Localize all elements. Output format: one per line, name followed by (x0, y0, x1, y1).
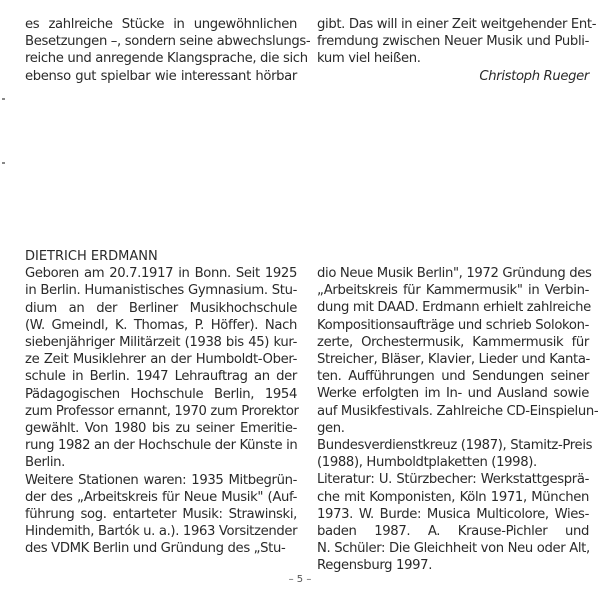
text-line: gen. (317, 420, 345, 436)
text-line: Bundesverdienstkreuz (1987), Stamitz-Preis (317, 438, 593, 454)
text-line: baden 1987. A. Krause-Pichler und (317, 524, 589, 540)
text-line: fremdung zwischen Neuer Musik und Publi- (317, 34, 589, 50)
biography-heading: DIETRICH ERDMANN (25, 249, 158, 264)
text-line: zum Professor ernannt, 1970 zum Prorektor (25, 403, 299, 419)
text-column-top-right (317, 16, 597, 85)
text-line: Regensburg 1997. (317, 558, 433, 574)
text-column-top-left (25, 16, 311, 85)
text-line: Pädagogischen Hochschule Berlin, 1954 (25, 386, 297, 402)
text-line: „Arbeitskreis für Kammermusik" in Verbin- (317, 283, 589, 299)
text-line: Literatur: U. Stürzbecher: Werkstattgesprä- (317, 472, 589, 488)
text-line: kum viel heißen. (317, 51, 421, 67)
author-signature: Christoph Rueger (479, 68, 589, 84)
text-line: 1973. W. Burde: Musica Multicolore, Wies- (317, 506, 589, 522)
text-line: ten. Aufführungen und Sendungen seiner (317, 369, 589, 385)
text-line: in Berlin. Humanistisches Gymnasium. Stu- (25, 283, 297, 299)
text-line: führung sog. entarteter Musik: Strawinski, (25, 507, 297, 523)
text-line: Hindemith, Bartók u. a.). 1963 Vorsitzender (25, 524, 298, 540)
text-line: Werke erfolgten im In- und Ausland sowie (317, 386, 589, 402)
page-number: – 5 – (288, 574, 312, 585)
text-line: N. Schüler: Die Gleichheit von Neu oder Alt, (317, 541, 590, 557)
text-line: es zahlreiche Stücke in ungewöhnlichen (25, 17, 297, 32)
text-line: schule in Berlin. 1947 Lehrauftrag an der (25, 369, 297, 385)
text-line: (1988), Humboldtplaketten (1998). (317, 455, 537, 471)
text-line: Kompositionsaufträge und schrieb Solokon- (317, 317, 589, 333)
text-line: Berlin. (25, 455, 66, 471)
text-line: Besetzungen –, sondern seine abwechslungs- (25, 34, 311, 50)
text-line: der des „Arbeitskreis für Neue Musik" (Auf- (25, 489, 297, 505)
text-line: siebenjähriger Militärzeit (1938 bis 45) kur- (25, 335, 297, 351)
text-line: gewählt. Von 1980 bis zu seiner Emeritie- (25, 421, 297, 437)
text-line: auf Musikfestivals. Zahlreiche CD-Einspielun- (317, 403, 599, 419)
text-line: Weitere Stationen waren: 1935 Mitbegrün- (25, 472, 297, 488)
text-line: gibt. Das will in einer Zeit weitgehender Ent- (317, 17, 597, 32)
text-line: ebenso gut spielbar wie interessant hörbar (25, 68, 297, 84)
text-line: Streicher, Bläser, Klavier, Lieder und Kanta- (317, 352, 590, 368)
biography-column-left (25, 248, 297, 558)
text-line: dung mit DAAD. Erdmann erhielt zahlreiche (317, 300, 591, 316)
text-line: rung 1982 an der Hochschule der Künste in (25, 438, 298, 454)
scan-mark (2, 162, 5, 164)
scan-mark (2, 98, 5, 100)
text-line: dio Neue Musik Berlin", 1972 Gründung des (317, 266, 592, 281)
text-line: dium an der Berliner Musikhochschule (25, 300, 297, 316)
text-line: (W. Gmeindl, K. Thomas, P. Höffer). Nach (25, 317, 297, 333)
text-line: che mit Komponisten, Köln 1971, München (317, 489, 589, 505)
text-line: Geboren am 20.7.1917 in Bonn. Seit 1925 (25, 266, 297, 282)
text-line: zerte, Orchestermusik, Kammermusik für (317, 334, 589, 350)
text-line: des VDMK Berlin und Gründung des „Stu- (25, 541, 286, 557)
biography-column-right (317, 265, 599, 575)
text-line: reiche und anregende Klangsprache, die sich (25, 51, 308, 67)
text-line: ze Zeit Musiklehrer an der Humboldt-Ober- (25, 352, 297, 368)
